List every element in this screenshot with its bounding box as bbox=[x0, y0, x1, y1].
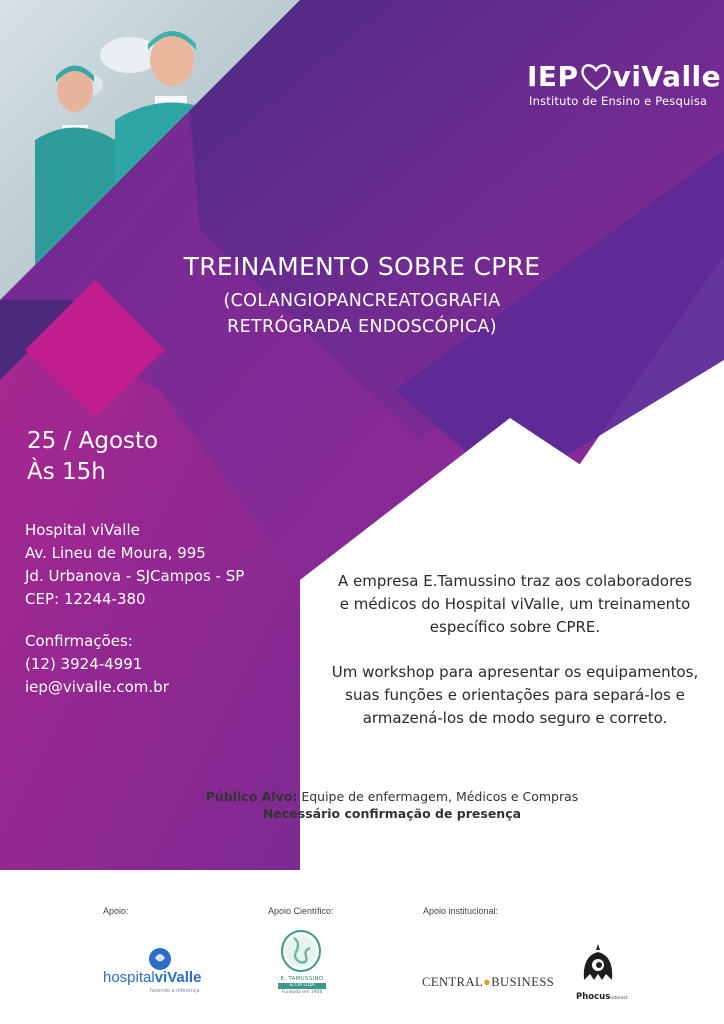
event-date: 25 / Agosto bbox=[27, 428, 159, 454]
description-line: A empresa E.Tamussino traz aos colaboradores bbox=[338, 572, 692, 590]
contact-label: Confirmações: bbox=[25, 632, 133, 650]
hv-name-right: viValle bbox=[154, 969, 202, 986]
description-line: armazená-los de modo seguro e correto. bbox=[362, 709, 668, 727]
event-subtitle bbox=[0, 288, 724, 340]
address-street: Av. Lineu de Moura, 995 bbox=[25, 544, 206, 562]
address-district: Jd. Urbanova - SJCampos - SP bbox=[25, 567, 245, 585]
iep-vivalle-logo bbox=[527, 62, 721, 108]
scientific-support-label: Apoio Científico: bbox=[268, 906, 334, 916]
ph-name: Phocus bbox=[576, 992, 611, 1002]
hospital-vivalle-logo bbox=[103, 946, 203, 996]
hv-name-left: hospital bbox=[103, 969, 155, 986]
contact-email[interactable]: iep@vivalle.com.br bbox=[25, 678, 169, 696]
central-business-logo bbox=[422, 975, 554, 990]
et-founded: Fundada em 1956 bbox=[281, 990, 323, 995]
logo-text-vivalle: viValle bbox=[612, 60, 722, 93]
audience-block bbox=[0, 788, 724, 822]
audience-label: Público Alvo: bbox=[205, 789, 298, 804]
event-title: TREINAMENTO SOBRE CPRE bbox=[183, 252, 541, 281]
hv-tagline: fazendo a diferença bbox=[150, 988, 200, 994]
subtitle-line-2: RETRÓGRADA ENDOSCÓPICA) bbox=[227, 317, 497, 337]
heart-icon bbox=[580, 63, 612, 91]
event-description bbox=[300, 570, 724, 730]
contact-phone[interactable]: (12) 3924-4991 bbox=[25, 655, 143, 673]
et-sub: & CIA LTDA bbox=[278, 983, 326, 989]
description-line: específico sobre CPRE. bbox=[429, 618, 601, 636]
digestive-system-icon bbox=[270, 930, 332, 976]
et-name: E. TAMUSSINO bbox=[280, 976, 324, 982]
e-tamussino-logo bbox=[270, 930, 332, 996]
cb-name-left: CENTRAL bbox=[422, 975, 484, 989]
address-cep: CEP: 12244-380 bbox=[25, 590, 146, 608]
logo-tagline: Instituto de Ensino e Pesquisa bbox=[529, 94, 708, 108]
dot-icon: ● bbox=[483, 975, 492, 989]
support-label: Apoio: bbox=[103, 906, 129, 916]
ph-suffix: Interact bbox=[610, 996, 628, 1001]
audience-note: Necessário confirmação de presença bbox=[262, 806, 522, 821]
event-address bbox=[25, 519, 244, 611]
contact-block bbox=[25, 630, 169, 699]
phocus-interact-logo bbox=[576, 942, 628, 1004]
subtitle-line-1: (COLANGIOPANCREATOGRAFIA bbox=[223, 291, 501, 311]
audience-value: Equipe de enfermagem, Médicos e Compras bbox=[301, 789, 579, 804]
event-date-block bbox=[27, 426, 158, 488]
cb-name-right: BUSINESS bbox=[491, 975, 555, 989]
event-time: Às 15h bbox=[27, 459, 106, 485]
description-line: suas funções e orientações para separá-los e bbox=[345, 686, 685, 704]
institutional-support-label: Apoio institucional: bbox=[423, 906, 499, 916]
address-place: Hospital viValle bbox=[25, 521, 140, 539]
logo-text-iep: IEP bbox=[527, 60, 579, 93]
description-line: Um workshop para apresentar os equipamentos, bbox=[331, 663, 699, 681]
phocus-mascot-icon bbox=[576, 942, 620, 984]
description-line: e médicos do Hospital viValle, um treinamento bbox=[339, 595, 691, 613]
